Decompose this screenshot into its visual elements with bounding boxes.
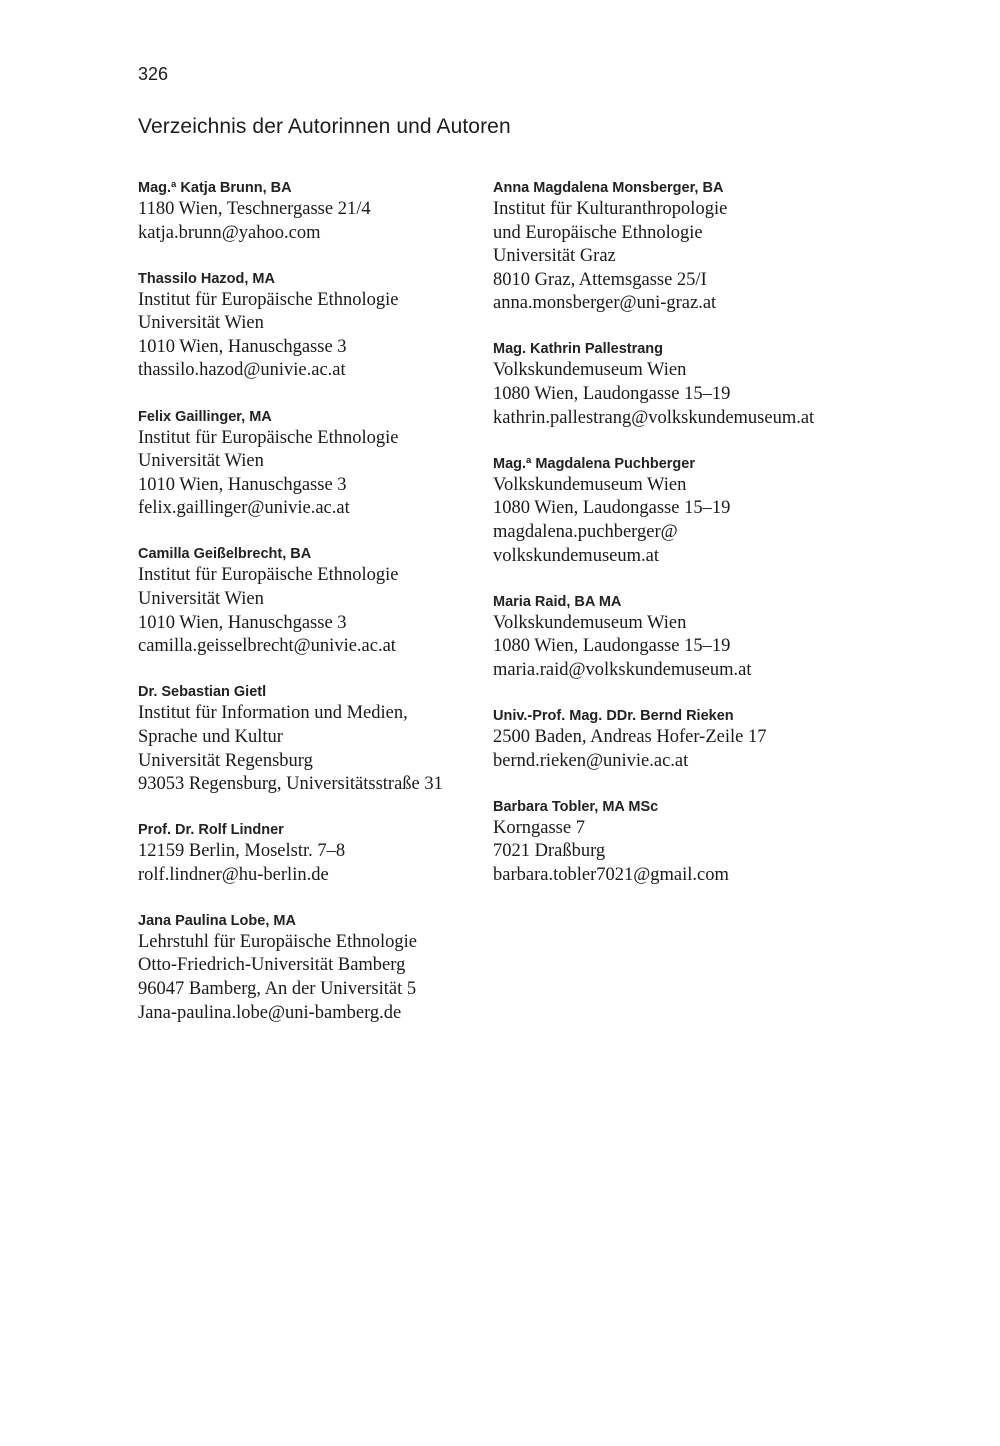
author-entry <box>138 544 483 658</box>
email-line: volkskundemuseum.at <box>493 545 659 566</box>
affiliation-line: Volkskundemuseum Wien <box>493 474 687 495</box>
author-name: Jana Paulina Lobe, MA <box>138 912 296 929</box>
email-line: thassilo.hazod@univie.ac.at <box>138 360 346 381</box>
author-entry <box>138 820 483 887</box>
email-line: rolf.lindner@hu-berlin.de <box>138 864 329 885</box>
address-line: Korngasse 7 <box>493 817 585 838</box>
right-author-column <box>493 178 933 911</box>
affiliation-line: Universität Regensburg <box>138 750 313 771</box>
author-name: Camilla Geißelbrecht, BA <box>138 546 312 563</box>
email-line: bernd.rieken@univie.ac.at <box>493 750 689 771</box>
author-name: Barbara Tobler, MA MSc <box>493 798 659 815</box>
affiliation-line: Lehrstuhl für Europäische Ethnologie <box>138 931 417 952</box>
author-entry <box>493 454 933 568</box>
email-line: kathrin.pallestrang@volkskundemuseum.at <box>493 407 815 428</box>
email-line: Jana-paulina.lobe@uni-bamberg.de <box>138 1002 402 1023</box>
author-name: Mag. Kathrin Pallestrang <box>493 341 664 358</box>
address-line: 96047 Bamberg, An der Universität 5 <box>138 979 417 1000</box>
email-line: barbara.tobler7021@gmail.com <box>493 864 729 885</box>
author-entry <box>493 706 933 773</box>
left-author-column <box>138 178 483 1049</box>
affiliation-line: Universität Wien <box>138 451 264 472</box>
author-name: Maria Raid, BA MA <box>493 593 622 610</box>
address-line: 1010 Wien, Hanuschgasse 3 <box>138 474 347 495</box>
author-entry <box>493 797 933 888</box>
address-line: 1180 Wien, Teschnergasse 21/4 <box>138 199 371 219</box>
address-line: 1010 Wien, Hanuschgasse 3 <box>138 336 347 357</box>
author-name: Univ.-Prof. Mag. DDr. Bernd Rieken <box>493 707 734 724</box>
author-name: Anna Magdalena Monsberger, BA <box>493 180 724 196</box>
affiliation-line: Sprache und Kultur <box>138 726 283 747</box>
author-name: Thassilo Hazod, MA <box>138 270 275 287</box>
email-line: camilla.geisselbrecht@univie.ac.at <box>138 636 396 657</box>
address-line: 1080 Wien, Laudongasse 15–19 <box>493 636 731 657</box>
page-number: 326 <box>138 64 169 84</box>
address-line: 2500 Baden, Andreas Hofer-Zeile 17 <box>493 726 767 747</box>
page-title: Verzeichnis der Autorinnen und Autoren <box>138 115 511 138</box>
author-entry <box>138 911 483 1025</box>
address-line: 93053 Regensburg, Universitätsstraße 31 <box>138 774 443 795</box>
affiliation-line: Volkskundemuseum Wien <box>493 612 687 633</box>
address-line: 1080 Wien, Laudongasse 15–19 <box>493 384 731 405</box>
author-name: Mag.ª Magdalena Puchberger <box>493 455 695 472</box>
affiliation-line: Universität Wien <box>138 313 264 334</box>
email-line: katja.brunn@yahoo.com <box>138 222 321 243</box>
author-entry <box>493 178 933 316</box>
affiliation-line: Universität Graz <box>493 246 616 267</box>
author-name: Felix Gaillinger, MA <box>138 408 272 425</box>
affiliation-line: Volkskundemuseum Wien <box>493 360 687 381</box>
address-line: 1080 Wien, Laudongasse 15–19 <box>493 498 731 519</box>
address-line: 8010 Graz, Attemsgasse 25/I <box>493 269 707 290</box>
affiliation-line: Institut für Europäische Ethnologie <box>138 289 399 310</box>
address-line: 7021 Draßburg <box>493 841 606 862</box>
affiliation-line: Institut für Europäische Ethnologie <box>138 427 399 448</box>
address-line: 12159 Berlin, Moselstr. 7–8 <box>138 841 346 862</box>
email-line: maria.raid@volkskundemuseum.at <box>493 659 752 680</box>
author-entry <box>493 339 933 430</box>
author-entry <box>138 682 483 796</box>
author-entry <box>493 592 933 683</box>
affiliation-line: Institut für Kulturanthropologie <box>493 199 728 219</box>
affiliation-line: Institut für Europäische Ethnologie <box>138 565 399 586</box>
email-line: anna.monsberger@uni-graz.at <box>493 293 717 314</box>
affiliation-line: Otto-Friedrich-Universität Bamberg <box>138 955 406 976</box>
author-name: Dr. Sebastian Gietl <box>138 684 267 701</box>
author-name: Prof. Dr. Rolf Lindner <box>138 822 284 839</box>
affiliation-line: und Europäische Ethnologie <box>493 222 703 243</box>
author-name: Mag.ª Katja Brunn, BA <box>138 180 292 196</box>
affiliation-line: Institut für Information und Medien, <box>138 703 408 724</box>
email-line: magdalena.puchberger@ <box>493 521 678 542</box>
author-entry <box>138 178 483 245</box>
email-line: felix.gaillinger@univie.ac.at <box>138 498 350 519</box>
author-entry <box>138 407 483 521</box>
author-entry <box>138 269 483 383</box>
affiliation-line: Universität Wien <box>138 589 264 610</box>
address-line: 1010 Wien, Hanuschgasse 3 <box>138 612 347 633</box>
